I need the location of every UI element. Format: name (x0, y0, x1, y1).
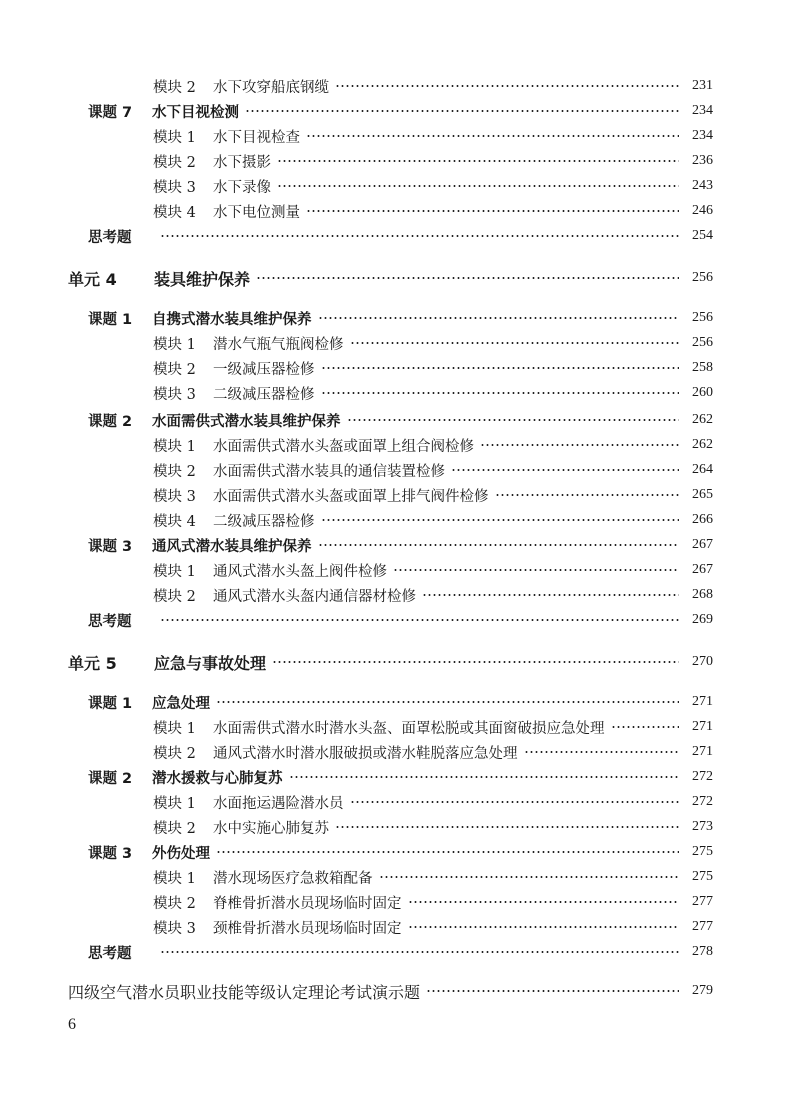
toc-entry-mod[interactable] (153, 357, 713, 379)
dot-leader (216, 701, 679, 703)
toc-entry-page: 277 (692, 894, 713, 909)
toc-entry-label: 课题 2 (88, 770, 133, 787)
toc-entry-page: 267 (692, 562, 713, 577)
toc-entry-label: 模块 4 (153, 513, 196, 530)
toc-entry-page: 264 (692, 462, 713, 477)
toc-entry-page: 260 (692, 385, 713, 400)
toc-entry-mod[interactable] (153, 434, 713, 456)
dot-leader (426, 990, 679, 992)
toc-entry-topic[interactable] (88, 534, 713, 556)
toc-entry-title: 潜水气瓶气瓶阀检修 (213, 336, 344, 353)
dot-leader (160, 235, 679, 237)
toc-entry-mod[interactable] (153, 509, 713, 531)
toc-entry-mod[interactable] (153, 866, 713, 888)
toc-entry-title: 颈椎骨折潜水员现场临时固定 (213, 920, 402, 937)
dot-leader (318, 317, 680, 319)
toc-entry-title: 外伤处理 (152, 845, 210, 862)
toc-entry-mod[interactable] (153, 459, 713, 481)
toc-entry-mod[interactable] (153, 200, 713, 222)
toc-entry-mod[interactable] (153, 75, 713, 97)
toc-entry-think[interactable] (88, 609, 713, 631)
dot-leader (335, 826, 679, 828)
dot-leader (611, 726, 680, 728)
toc-entry-page: 234 (692, 103, 713, 118)
toc-entry-label: 模块 3 (153, 386, 196, 403)
dot-leader (289, 776, 680, 778)
toc-entry-label: 模块 2 (153, 79, 196, 96)
toc-entry-mod[interactable] (153, 891, 713, 913)
toc-entry-page: 275 (692, 869, 713, 884)
toc-entry-label: 模块 3 (153, 179, 196, 196)
toc-entry-page: 271 (692, 694, 713, 709)
dot-leader (451, 469, 679, 471)
toc-entry-topic[interactable] (88, 691, 713, 713)
toc-entry-page: 272 (692, 794, 713, 809)
toc-entry-page: 262 (692, 412, 713, 427)
toc-entry-page: 278 (692, 944, 713, 959)
toc-entry-title: 脊椎骨折潜水员现场临时固定 (213, 895, 402, 912)
toc-entry-title: 一级减压器检修 (213, 361, 315, 378)
toc-entry-page: 271 (692, 719, 713, 734)
toc-entry-title: 水中实施心肺复苏 (213, 820, 329, 837)
toc-entry-page: 266 (692, 512, 713, 527)
toc-entry-label: 模块 1 (153, 720, 196, 737)
dot-leader (277, 185, 679, 187)
toc-entry-exam[interactable] (68, 980, 713, 1002)
toc-entry-page: 236 (692, 153, 713, 168)
dot-leader (216, 851, 679, 853)
dot-leader (350, 342, 680, 344)
toc-entry-mod[interactable] (153, 741, 713, 763)
toc-entry-page: 269 (692, 612, 713, 627)
dot-leader (480, 444, 679, 446)
toc-entry-label: 课题 3 (88, 538, 133, 555)
dot-leader (335, 85, 679, 87)
dot-leader (256, 277, 679, 279)
dot-leader (408, 901, 680, 903)
toc-entry-page: 256 (692, 310, 713, 325)
dot-leader (160, 619, 679, 621)
toc-entry-page: 277 (692, 919, 713, 934)
toc-entry-topic[interactable] (88, 100, 713, 122)
toc-entry-label: 课题 2 (88, 413, 133, 430)
toc-entry-mod[interactable] (153, 559, 713, 581)
toc-entry-title: 潜水现场医疗急救箱配备 (213, 870, 373, 887)
dot-leader (321, 392, 680, 394)
toc-entry-title: 水下摄影 (213, 154, 271, 171)
toc-entry-title: 应急处理 (152, 695, 210, 712)
toc-entry-label: 课题 7 (88, 104, 133, 121)
dot-leader (160, 951, 679, 953)
toc-entry-page: 265 (692, 487, 713, 502)
dot-leader (408, 926, 680, 928)
toc-entry-label: 模块 2 (153, 820, 196, 837)
toc-entry-title: 水面需供式潜水时潜水头盔、面罩松脱或其面窗破损应急处理 (213, 720, 605, 737)
toc-entry-label: 思考题 (88, 613, 132, 630)
dot-leader (422, 594, 679, 596)
dot-leader (379, 876, 680, 878)
toc-entry-topic[interactable] (88, 841, 713, 863)
toc-entry-title: 水面拖运遇险潜水员 (213, 795, 344, 812)
dot-leader (350, 801, 680, 803)
toc-entry-label: 模块 4 (153, 204, 196, 221)
toc-entry-label: 单元 5 (68, 653, 117, 673)
toc-entry-page: 267 (692, 537, 713, 552)
toc-entry-label: 课题 1 (88, 311, 133, 328)
toc-entry-label: 课题 1 (88, 695, 133, 712)
dot-leader (393, 569, 679, 571)
toc-entry-page: 234 (692, 128, 713, 143)
toc-entry-label: 模块 2 (153, 588, 196, 605)
toc-entry-title: 水下目视检查 (213, 129, 300, 146)
dot-leader (321, 519, 680, 521)
toc-entry-title: 潜水援救与心肺复苏 (152, 770, 283, 787)
toc-entry-label: 模块 2 (153, 154, 196, 171)
toc-entry-page: 258 (692, 360, 713, 375)
toc-entry-title: 通风式潜水时潜水服破损或潜水鞋脱落应急处理 (213, 745, 518, 762)
toc-entry-mod[interactable] (153, 584, 713, 606)
toc-entry-page: 268 (692, 587, 713, 602)
toc-entry-unit[interactable] (68, 651, 713, 673)
toc-entry-mod[interactable] (153, 382, 713, 404)
toc-entry-title: 二级减压器检修 (213, 513, 315, 530)
dot-leader (524, 751, 680, 753)
toc-entry-unit[interactable] (68, 267, 713, 289)
toc-entry-mod[interactable] (153, 716, 713, 738)
toc-entry-mod[interactable] (153, 484, 713, 506)
toc-entry-label: 思考题 (88, 229, 132, 246)
toc-entry-label: 模块 1 (153, 336, 196, 353)
toc-entry-page: 272 (692, 769, 713, 784)
dot-leader (347, 419, 680, 421)
toc-entry-title: 自携式潜水装具维护保养 (152, 311, 312, 328)
toc-entry-page: 271 (692, 744, 713, 759)
toc-entry-mod[interactable] (153, 150, 713, 172)
toc-entry-label: 模块 2 (153, 745, 196, 762)
toc-entry-label: 模块 1 (153, 438, 196, 455)
toc-entry-page: 231 (692, 78, 713, 93)
toc-entry-page: 243 (692, 178, 713, 193)
toc-entry-label: 模块 1 (153, 870, 196, 887)
toc-entry-page: 270 (692, 654, 713, 669)
toc-entry-title: 装具维护保养 (154, 269, 251, 289)
toc-entry-page: 256 (692, 270, 713, 285)
toc-entry-title: 二级减压器检修 (213, 386, 315, 403)
toc-entry-title: 水下目视检测 (152, 104, 239, 121)
toc-entry-title: 水面需供式潜水装具的通信装置检修 (213, 463, 445, 480)
toc-entry-page: 275 (692, 844, 713, 859)
toc-entry-mod[interactable] (153, 125, 713, 147)
toc-entry-label: 模块 1 (153, 795, 196, 812)
toc-entry-label: 模块 2 (153, 895, 196, 912)
toc-entry-label: 思考题 (88, 945, 132, 962)
toc-entry-mod[interactable] (153, 175, 713, 197)
toc-entry-label: 模块 1 (153, 129, 196, 146)
dot-leader (245, 110, 679, 112)
toc-entry-title: 通风式潜水头盔内通信器材检修 (213, 588, 416, 605)
toc-entry-title: 通风式潜水头盔上阀件检修 (213, 563, 387, 580)
toc-entry-think[interactable] (88, 941, 713, 963)
toc-entry-label: 模块 1 (153, 563, 196, 580)
toc-entry-label: 模块 2 (153, 361, 196, 378)
toc-entry-topic[interactable] (88, 766, 713, 788)
dot-leader (272, 661, 679, 663)
toc-entry-topic[interactable] (88, 409, 713, 431)
toc-entry-page: 256 (692, 335, 713, 350)
toc-entry-title: 应急与事故处理 (154, 653, 267, 673)
toc-entry-mod[interactable] (153, 791, 713, 813)
toc-entry-title: 四级空气潜水员职业技能等级认定理论考试演示题 (68, 982, 421, 1002)
toc-entry-mod[interactable] (153, 332, 713, 354)
dot-leader (495, 494, 680, 496)
dot-leader (277, 160, 679, 162)
toc-entry-title: 水面需供式潜水头盔或面罩上排气阀件检修 (213, 488, 489, 505)
toc-entry-label: 模块 3 (153, 488, 196, 505)
toc-entry-page: 273 (692, 819, 713, 834)
toc-entry-label: 课题 3 (88, 845, 133, 862)
toc-entry-mod[interactable] (153, 916, 713, 938)
toc-entry-title: 水面需供式潜水装具维护保养 (152, 413, 341, 430)
dot-leader (321, 367, 680, 369)
toc-entry-think[interactable] (88, 225, 713, 247)
toc-entry-title: 水下攻穿船底钢缆 (213, 79, 329, 96)
toc-entry-title: 水下电位测量 (213, 204, 300, 221)
toc-entry-title: 通风式潜水装具维护保养 (152, 538, 312, 555)
toc-entry-label: 模块 2 (153, 463, 196, 480)
toc-entry-topic[interactable] (88, 307, 713, 329)
dot-leader (318, 544, 680, 546)
toc-entry-page: 254 (692, 228, 713, 243)
toc-entry-title: 水面需供式潜水头盔或面罩上组合阀检修 (213, 438, 474, 455)
toc-entry-label: 模块 3 (153, 920, 196, 937)
toc-entry-page: 262 (692, 437, 713, 452)
page-number: 6 (68, 1016, 76, 1033)
toc-entry-mod[interactable] (153, 816, 713, 838)
dot-leader (306, 135, 679, 137)
dot-leader (306, 210, 679, 212)
toc-entry-label: 单元 4 (68, 269, 117, 289)
toc-entry-page: 246 (692, 203, 713, 218)
toc-entry-title: 水下录像 (213, 179, 271, 196)
toc-entry-page: 279 (692, 983, 713, 998)
